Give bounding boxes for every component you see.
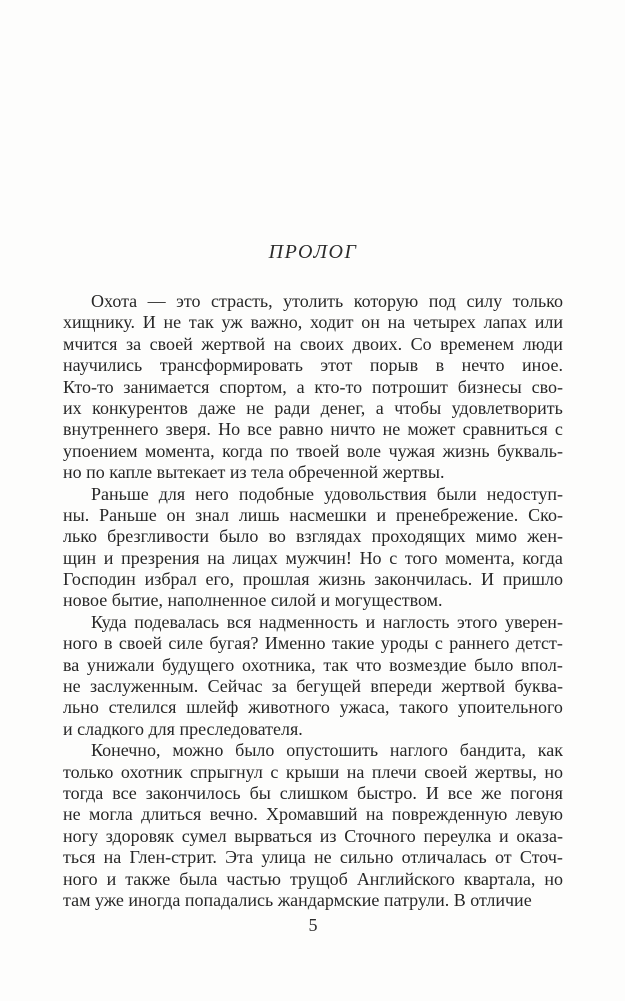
text-line	[63, 655, 563, 676]
word: проходящих	[371, 526, 466, 547]
word: жизнь	[442, 440, 490, 461]
text-line	[63, 783, 563, 804]
word: не	[63, 676, 81, 697]
word: удовлетворить	[451, 397, 563, 418]
word: впереди	[370, 676, 432, 697]
word: он	[166, 504, 186, 525]
word: он	[361, 312, 380, 333]
word: здоровяк	[105, 825, 174, 846]
word: бандита,	[459, 740, 526, 761]
word: было	[474, 654, 514, 675]
word: сумел	[181, 825, 227, 846]
word: ходит	[310, 312, 354, 333]
word: силе	[168, 633, 204, 654]
word: но	[544, 761, 563, 782]
word: упоительного	[458, 697, 563, 718]
text-line	[63, 441, 563, 462]
word: мужчин!	[285, 547, 352, 568]
word: того	[404, 547, 438, 568]
word: же	[481, 782, 502, 803]
word: не	[163, 312, 182, 333]
word: раннего	[449, 633, 510, 654]
text-line	[63, 633, 563, 654]
text-line	[63, 526, 563, 547]
word: было	[219, 526, 259, 547]
word: своей	[149, 333, 193, 354]
word: уроды	[380, 633, 429, 654]
word: но	[544, 868, 563, 889]
word: научились	[63, 355, 143, 376]
word: Раньше	[91, 483, 149, 504]
text-line	[63, 398, 563, 419]
word: что	[355, 654, 382, 675]
word: нечто	[461, 355, 505, 376]
word: быстро.	[357, 782, 417, 803]
word: порыв	[369, 355, 419, 376]
word: букваль-	[497, 440, 563, 461]
word: жертвой	[201, 333, 266, 354]
word: двоих.	[352, 333, 403, 354]
word: как	[537, 740, 563, 761]
word: Куда	[91, 611, 127, 632]
word: наглость	[382, 611, 450, 632]
word: все	[247, 419, 272, 440]
word: бегущей	[296, 676, 361, 697]
word: и	[376, 504, 387, 525]
text-line	[63, 312, 563, 333]
chapter-title: ПРОЛОГ	[268, 241, 358, 263]
word: денег,	[320, 397, 366, 418]
body-text	[63, 291, 563, 911]
word: Сточного	[344, 825, 416, 846]
word: от	[495, 847, 512, 868]
word: жертвой	[441, 676, 506, 697]
word: опустошить	[286, 740, 379, 761]
word: вечно.	[209, 804, 258, 825]
word: за	[125, 333, 142, 354]
word: пренебрежение.	[395, 504, 519, 525]
word: и	[106, 868, 117, 889]
word: из	[319, 825, 337, 846]
word: сво-	[531, 376, 563, 397]
word: в	[435, 355, 445, 376]
word: лишь	[238, 504, 280, 525]
word: твоей	[296, 440, 340, 461]
word: Глен-стрит.	[129, 847, 217, 868]
word: Английского	[356, 868, 455, 889]
word: Сточ-	[519, 847, 563, 868]
word: ничто	[330, 419, 376, 440]
word: своей	[118, 633, 163, 654]
text-line	[63, 569, 563, 590]
word: силу	[466, 291, 503, 311]
word: лько	[63, 526, 98, 547]
word: страсть,	[211, 291, 273, 311]
word: подобные	[238, 483, 315, 504]
word: квартала,	[463, 868, 536, 889]
word: его,	[205, 569, 234, 590]
word: за	[271, 676, 287, 697]
word: презрения	[121, 547, 200, 568]
word: слишком	[279, 782, 349, 803]
word: а	[375, 397, 384, 418]
word: временем	[440, 333, 515, 354]
word: а	[296, 376, 305, 397]
word: надменность	[259, 611, 358, 632]
word: может	[407, 419, 456, 440]
word: охотник	[120, 761, 183, 782]
text-line	[63, 676, 563, 697]
text-line	[63, 804, 563, 825]
word: люди	[522, 333, 563, 354]
word: —	[147, 291, 166, 311]
word: детст-	[515, 633, 563, 654]
word: Именно	[264, 633, 326, 654]
word: ного	[63, 633, 98, 654]
text-line	[63, 419, 563, 440]
text-line	[63, 869, 563, 890]
word: не	[63, 804, 81, 825]
word: своей	[424, 761, 468, 782]
word: оказа-	[516, 825, 563, 846]
word: бы	[249, 782, 271, 803]
word: не	[246, 397, 264, 418]
word: под	[428, 291, 456, 311]
word: Господин	[63, 569, 136, 590]
word: когда	[522, 547, 563, 568]
word: лицах	[232, 547, 278, 568]
word: только	[63, 761, 114, 782]
word: только	[512, 291, 563, 311]
word: льно	[63, 697, 99, 718]
word: на	[365, 804, 384, 825]
text-line	[63, 355, 563, 376]
word: ться	[63, 847, 96, 868]
word: подевалась	[134, 611, 220, 632]
word: вырваться	[234, 825, 313, 846]
word: для	[158, 483, 186, 504]
word: Эта	[225, 847, 254, 868]
word: охотника,	[241, 654, 316, 675]
word: иное.	[522, 355, 563, 376]
word: уверен-	[504, 611, 563, 632]
word: такого	[399, 697, 449, 718]
word: Хромавший	[266, 804, 358, 825]
word: и	[499, 825, 509, 846]
word: пришло	[502, 569, 563, 590]
word: хищнику.	[63, 312, 135, 333]
word: наглого	[389, 740, 448, 761]
word: унижали	[86, 654, 155, 675]
word: могла	[88, 804, 133, 825]
word: впол-	[521, 654, 563, 675]
word: с	[554, 419, 563, 440]
word: щин	[63, 547, 97, 568]
word: недоступ-	[486, 483, 563, 504]
word: утолить	[283, 291, 344, 311]
word: улица	[261, 847, 306, 868]
word: взглядах	[295, 526, 362, 547]
word: возмездие	[389, 654, 467, 675]
word: буква-	[514, 676, 563, 697]
word: ужаса,	[339, 697, 390, 718]
word: можно	[172, 740, 224, 761]
word: ва	[63, 654, 80, 675]
text-line	[63, 548, 563, 569]
word: жизнь	[318, 569, 366, 590]
text-line: там уже иногда попадались жандармские патрули. В отличие	[63, 889, 532, 910]
word: Кто-то	[63, 376, 114, 397]
word: жертвы,	[474, 761, 537, 782]
word: или	[534, 312, 563, 333]
word: крыши	[285, 761, 340, 782]
word: своих	[299, 333, 344, 354]
word: была	[179, 868, 218, 889]
word: спрыгнул	[189, 761, 263, 782]
word: не	[314, 847, 332, 868]
word: конкурентов	[92, 397, 188, 418]
word: стелился	[108, 697, 177, 718]
text-line	[63, 847, 563, 868]
text-line	[63, 762, 563, 783]
word: и	[103, 547, 114, 568]
word: сильно	[339, 847, 394, 868]
word: погоня	[510, 782, 563, 803]
word: брезгливости	[107, 526, 210, 547]
word: даже	[198, 397, 236, 418]
word: отличалась	[401, 847, 487, 868]
word: не	[382, 419, 401, 440]
word: упоением	[63, 440, 138, 461]
word: в	[103, 633, 113, 654]
word: закончилось	[145, 782, 241, 803]
word: зверя.	[165, 419, 211, 440]
word: по	[270, 440, 289, 461]
word: ради	[274, 397, 311, 418]
word: Сейчас	[207, 676, 263, 697]
word: удовольствия	[324, 483, 427, 504]
word: с	[434, 633, 443, 654]
word: трансформировать	[159, 355, 303, 376]
word: их	[63, 397, 82, 418]
word: уж	[221, 312, 243, 333]
word: с	[389, 547, 398, 568]
word: будущего	[162, 654, 235, 675]
word: И	[425, 782, 439, 803]
word: кто-то	[314, 376, 363, 397]
word: тогда	[63, 782, 104, 803]
text-line: и сладкого для преследователя.	[63, 718, 303, 739]
word: во	[268, 526, 286, 547]
word: на	[346, 761, 365, 782]
word: когда	[222, 440, 263, 461]
word: момента,	[445, 547, 515, 568]
word: Со	[410, 333, 432, 354]
text-line	[63, 334, 563, 355]
page-number: 5	[308, 915, 318, 935]
word: прошлая	[242, 569, 310, 590]
word: избрал	[144, 569, 197, 590]
word: равно	[279, 419, 324, 440]
text-line	[63, 697, 563, 718]
word: мимо	[475, 526, 518, 547]
word: Конечно,	[91, 740, 161, 761]
word: все	[447, 782, 473, 803]
word: также	[125, 868, 171, 889]
word: шлейф	[186, 697, 239, 718]
word: насмешки	[289, 504, 367, 525]
word: на	[273, 333, 292, 354]
word: закончилась.	[374, 569, 473, 590]
text-line	[63, 826, 563, 847]
word: трущоб	[289, 868, 348, 889]
word: это	[176, 291, 201, 311]
word: этот	[320, 355, 353, 376]
text-line	[63, 291, 563, 312]
word: Охота	[91, 291, 138, 311]
word: внутреннего	[63, 419, 159, 440]
word: него	[195, 483, 229, 504]
text-line: новое бытие, наполненное силой и могуществом.	[63, 590, 443, 611]
word: лапах	[483, 312, 527, 333]
word: Но	[359, 547, 382, 568]
word: ны.	[63, 504, 90, 525]
word: чтобы	[394, 397, 442, 418]
word: занимается	[123, 376, 210, 397]
word: заслуженным.	[89, 676, 199, 697]
word: знал	[195, 504, 229, 525]
word: на	[387, 312, 406, 333]
word: ного	[63, 868, 98, 889]
word: сравниться	[462, 419, 548, 440]
text-line	[63, 505, 563, 526]
word: чужая	[388, 440, 436, 461]
word: Раньше	[99, 504, 157, 525]
word: момента,	[145, 440, 215, 461]
text-line: но по капле вытекает из тела обреченной жертвы.	[63, 462, 445, 483]
word: такие	[331, 633, 375, 654]
word: частью	[226, 868, 281, 889]
word: Но	[218, 419, 241, 440]
word: были	[436, 483, 477, 504]
word: животного	[248, 697, 330, 718]
word: потрошит	[372, 376, 448, 397]
word: на	[103, 847, 122, 868]
word: этого	[457, 611, 498, 632]
word: на	[207, 547, 225, 568]
word: с	[270, 761, 279, 782]
word: которую	[353, 291, 419, 311]
word: воле	[346, 440, 382, 461]
word: левую	[515, 804, 563, 825]
word: бизнесы	[457, 376, 522, 397]
word: было	[235, 740, 275, 761]
word: важно,	[250, 312, 303, 333]
text-line	[63, 612, 563, 633]
word: и	[365, 611, 376, 632]
word: спортом,	[219, 376, 287, 397]
text-line	[63, 484, 563, 505]
word: И	[142, 312, 156, 333]
text-line	[63, 377, 563, 398]
word: И	[481, 569, 495, 590]
word: так	[323, 654, 349, 675]
word: Ско-	[528, 504, 563, 525]
word: так	[188, 312, 214, 333]
word: жен-	[527, 526, 563, 547]
word: ногу	[63, 825, 99, 846]
word: четырех	[413, 312, 476, 333]
word: бугая?	[209, 633, 259, 654]
word: поврежденную	[391, 804, 508, 825]
word: мчится	[63, 333, 118, 354]
word: переулка	[423, 825, 492, 846]
word: плечи	[371, 761, 417, 782]
word: вся	[226, 611, 252, 632]
word: все	[112, 782, 137, 803]
word: длиться	[141, 804, 202, 825]
text-line	[63, 740, 563, 761]
